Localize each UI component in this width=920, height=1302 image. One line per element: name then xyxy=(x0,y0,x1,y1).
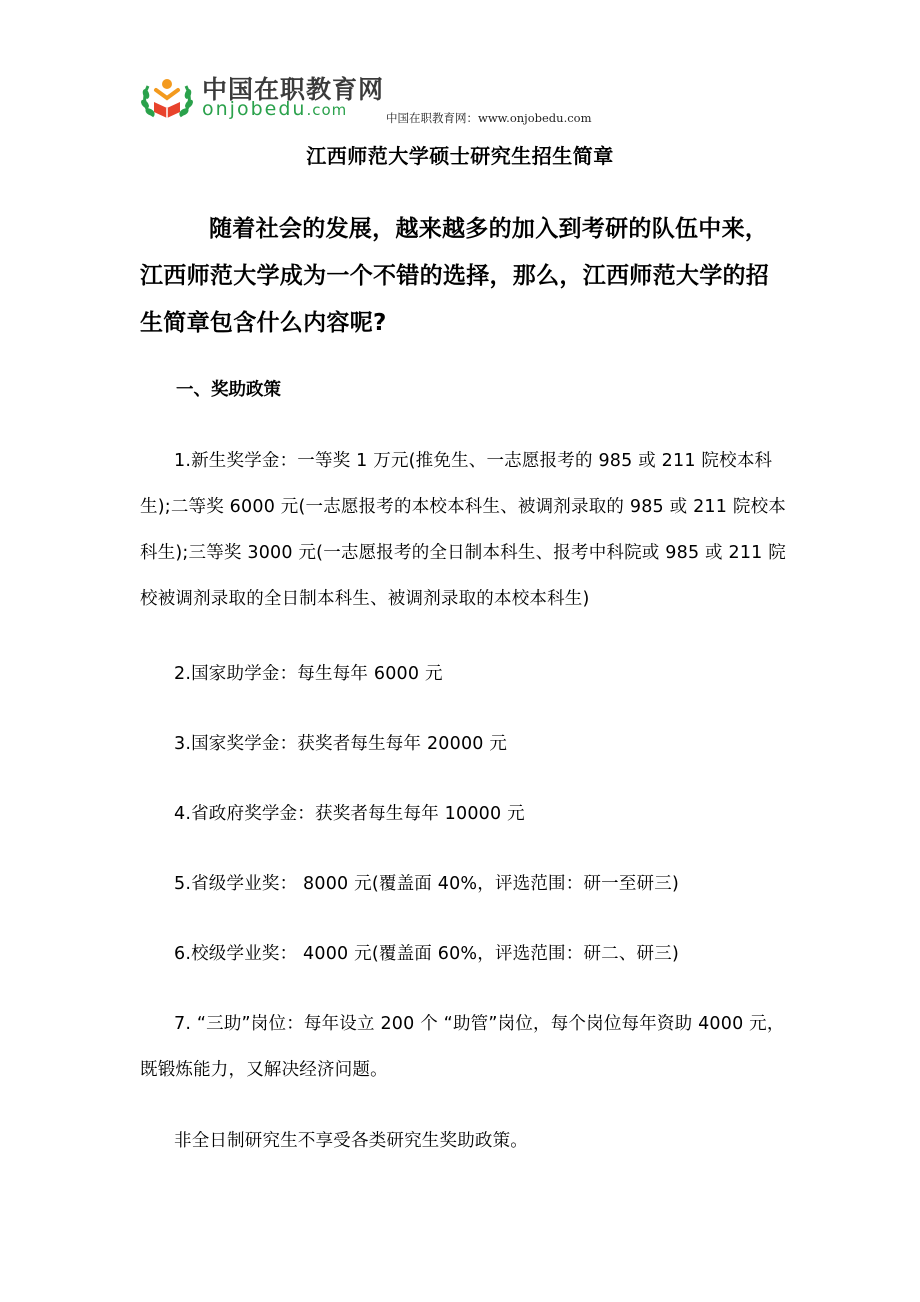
logo-text-en-main: onjobedu xyxy=(202,98,307,120)
paragraph-provincial-academic-award: 5.省级学业奖： 8000 元(覆盖面 40%，评选范围：研一至研三) xyxy=(174,874,679,894)
section-heading: 一、奖助政策 xyxy=(176,380,281,400)
paragraph-assistantship: 7. “三助”岗位：每年设立 200 个 “助管”岗位，每个岗位每年资助 4000 元，既锻炼能力，又解决经济问题。 xyxy=(140,1014,785,1080)
paragraph-national-scholarship: 3.国家奖学金：获奖者每生每年 20000 元 xyxy=(174,734,508,754)
logo-text-en xyxy=(202,98,347,120)
site-url-line: 中国在职教育网：www.onjobedu.com xyxy=(386,111,592,125)
paragraph-school-academic-award: 6.校级学业奖： 4000 元(覆盖面 60%，评选范围：研二、研三) xyxy=(174,944,679,964)
logo-icon xyxy=(140,72,194,120)
header xyxy=(140,68,660,130)
paragraph-national-grant: 2.国家助学金：每生每年 6000 元 xyxy=(174,664,443,684)
paragraph-part-time-note: 非全日制研究生不享受各类研究生奖助政策。 xyxy=(174,1131,528,1151)
paragraph-new-student-scholarship: 1.新生奖学金：一等奖 1 万元(推免生、一志愿报考的 985 或 211 院校本科生);二等奖 6000 元(一志愿报考的本校本科生、被调剂录取的 985 或 211 院校本科生);三等奖 3000 元(一志愿报考的全日制本科生、报考中科院或 985 或 211 院校被调剂录取的全日制本科生、被调剂录取的本校本科生) xyxy=(140,451,786,609)
logo-text-en-suffix: .com xyxy=(306,101,348,119)
intro-paragraph: 随着社会的发展，越来越多的加入到考研的队伍中来，江西师范大学成为一个不错的选择，那么，江西师范大学的招生简章包含什么内容呢? xyxy=(140,216,770,336)
paragraph-provincial-scholarship: 4.省政府奖学金：获奖者每生每年 10000 元 xyxy=(174,804,525,824)
document-title: 江西师范大学硕士研究生招生简章 xyxy=(306,144,614,168)
logo-text-cn: 中国在职教育网 xyxy=(202,75,385,104)
